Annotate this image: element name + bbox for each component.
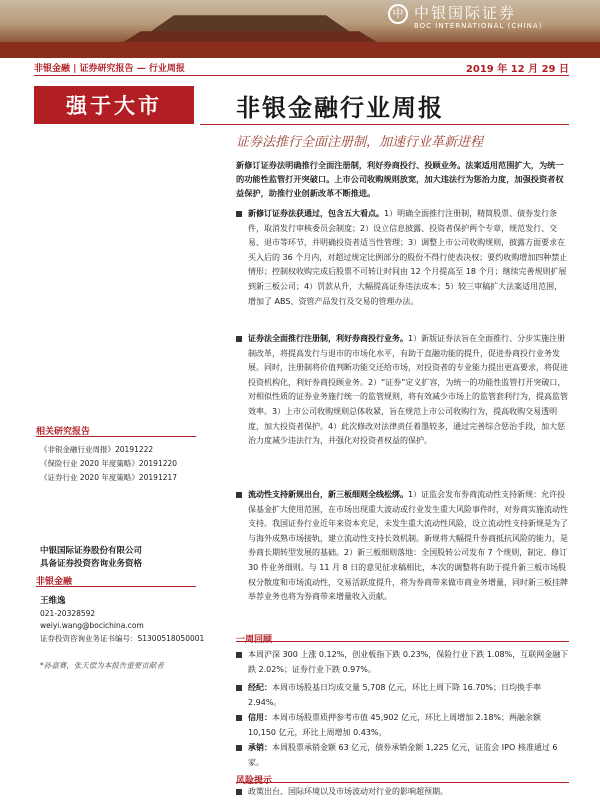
bullet-body: 本周市场股票质押参考市值 45,902 亿元，环比上周增加 2.18%；两融余额 10,150 亿元，环比上周增加 0.43%。 [248, 713, 542, 737]
related-report-link[interactable]: 《非银金融行业周报》20191222 [40, 445, 154, 454]
bullet-body: 本周沪深 300 上涨 0.12%，创业板指下跌 0.23%，保险行业下跌 1.08%，互联网金融下跌 2.02%；证券行业下跌 0.97%。 [248, 650, 569, 674]
title-divider [200, 124, 569, 125]
report-meta-bar [34, 58, 569, 76]
header-banner [0, 0, 600, 58]
bullet-item [236, 681, 569, 710]
bullet-body: 1）证监会发布券商流动性支持新规：允许投保基金扩大使用范围，在市场出现重大波动或行业发生重大风险事件时，对券商实施流动性支持。我国证券行业近年来资本充足，未发生重大流动性风险，设立流动性支持新规是为了与海外成熟市场接轨，建立流动性支持长效机制。新规将大幅提升券商抵抗风险的能力，是券商长期转型发展的基础。2）新三板细则落地：全国股转公司发布 7 个规则，制定、修订 30 件业务细则。与 11 月 8 日的意见征求稿相比，本次的调整将有助于提升新三板市场股权分散度和市场流动性，交易活跃度提升，将为券商带来做市商业务增量，同时新三板挂牌举荐业务也将为券商带来增量收入贡献。 [248, 490, 568, 602]
analyst-phone: 021-20328592 [40, 609, 96, 618]
bullet-item [236, 711, 569, 740]
bank-logo-icon: 中 [388, 4, 408, 24]
bullet-item [236, 648, 569, 677]
section-title: 一周回顾 [236, 635, 273, 645]
bullet-lead: 证券法全面推行注册制，利好券商投行业务。 [248, 334, 408, 343]
rating-label: 强于大市 [66, 93, 162, 118]
analyst-email[interactable]: weiyi.wang@bocichina.com [40, 621, 144, 630]
section-heading-week-review [236, 627, 569, 645]
company-name: 中银国际证券股份有限公司 [40, 546, 143, 556]
section-heading-risk [236, 768, 569, 786]
company-qualification: 具备证券投资咨询业务资格 [40, 559, 143, 569]
rating-box [34, 86, 194, 124]
contributor-note: *孙嘉赛，张天偿为本报告重要贡献者 [40, 661, 164, 670]
bullet-lead: 信用： [248, 713, 272, 722]
bank-name-cn: 中银国际证券 [414, 4, 517, 22]
section-title: 风险提示 [236, 776, 273, 786]
bullet-item [236, 207, 569, 309]
palace-roof-graphic [150, 8, 350, 32]
page-title: 非银金融行业周报 [236, 93, 444, 122]
related-report-link[interactable]: 《保险行业 2020 年度策略》20191220 [40, 459, 178, 468]
analyst-certificate: 证券投资咨询业务证书编号：S1300518050001 [40, 634, 205, 643]
analyst-name: 王维逸 [40, 596, 66, 606]
bullet-item [236, 488, 569, 605]
analyst-section-heading: 非银金融 [36, 574, 196, 587]
bank-logo [388, 2, 588, 42]
bullet-item [236, 741, 569, 770]
bullet-lead: 新修订证券法获通过，包含五大看点。 [248, 209, 384, 218]
related-reports-heading: 相关研究报告 [36, 424, 196, 437]
bullet-body: 本周股票承销金额 63 亿元，债券承销金额 1,225 亿元，证监会 IPO 核准通过 6 家。 [248, 743, 558, 767]
page-subtitle: 证券法推行全面注册制，加速行业革新进程 [236, 135, 484, 150]
breadcrumb: 非银金融 | 证券研究报告 — 行业周报 [34, 64, 185, 74]
related-report-link[interactable]: 《证券行业 2020 年度策略》20191217 [40, 473, 178, 482]
palace-wall-graphic [0, 42, 600, 58]
bullet-body: 1）新版证券法旨在全面推行、分步实施注册制改革，将提高发行与退市的市场化水平，有助于直融功能的提升，促进券商投行业务发展。同时，注册制将价值判断功能交还给市场，对投资者的专业能力提出更高要求，将促进投资机构化，利好券商投顾业务。2）“证券”定义扩容，为统一的功能性监管打开突破口，对相似性质的证券业务施行统一的监管规则，将有效减少市场上的监管套利行为，提高监管效率。3）上市公司收购规则总体收紧，旨在规范上市公司收购行为，提高收购交易透明度，加大投资者保护。4）此次修改对法律责任着墨较多，通过完善综合惩治手段，加大惩治力度减少违法行为，并强化对投资者权益的保护。 [248, 334, 568, 446]
bullet-lead: 承销： [248, 743, 272, 752]
bullet-lead: 流动性支持新规出台，新三板细则全线松绑。 [248, 490, 408, 499]
bullet-body: 政策出台、国际环境以及市场波动对行业的影响超预期。 [248, 787, 448, 796]
bullet-body: 1）明确全面推行注册制，精简股票、债券发行条件，取消发行审核委员会制度；2）设立信息披露、投资者保护两个专章，规范发行、交易、退市等环节，并明确投资者适当性管理；3）调整上市公司收购规则，披露方面要求在买入后的 36 个月内，对超过规定比例部分的股份不得行使表决权；要约收购增加四种禁止情形；控制权收购完成后股票不可转让时间由 12 个月提高至 18 个月；继续完善规则扩展到新三板公司；4）罚款从升，大幅提高证券违法成本；5）较三审稿扩大法案适用范围，增加了 ABS、资管产品发行及交易的管理办法。 [248, 209, 568, 306]
bullet-item [236, 332, 569, 449]
summary-paragraph: 新修订证券法明确推行全面注册制，利好券商投行、投顾业务。法案适用范围扩大，为统一的功能性监管打开突破口。上市公司收购规则放宽，加大违法行为惩治力度，加强投资者权益保护，助推行业创新改革不断推进。 [236, 160, 564, 198]
bank-name-en: BOC INTERNATIONAL (CHINA) [414, 22, 543, 30]
bullet-lead: 经纪： [248, 683, 272, 692]
report-date: 2019 年 12 月 29 日 [465, 64, 569, 75]
risk-text [236, 785, 569, 800]
bullet-body: 本周市场股基日均成交量 5,708 亿元，环比上周下降 16.70%；日均换手率 2.94%。 [248, 683, 542, 707]
